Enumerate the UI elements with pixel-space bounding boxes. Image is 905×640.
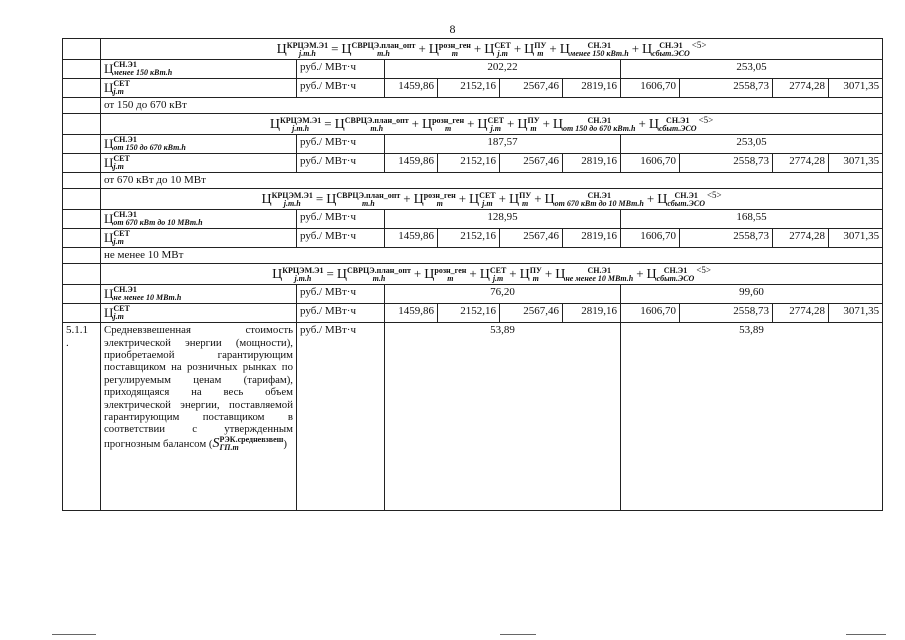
table-row [63,229,883,248]
infrastructure-symbol: Ц ПУ m [519,266,542,284]
set-value: 2152,16 [438,304,500,323]
set-value: 2819,16 [563,304,621,323]
weighted-cost-symbol: S РЭК.средневзвеш ГП.m [212,435,284,453]
row-number: 5.1.1 . [63,323,101,511]
set-value: 1459,86 [385,304,438,323]
range-row [63,248,883,264]
sn-symbol: Ц СН.Э1 от 670 кВт до 10 МВт.h [104,210,203,228]
formula-row [63,263,883,284]
sn-symbol: Ц СН.Э1 от 150 до 670 кВт.h [104,135,186,153]
footnote-ref: <5> [698,114,714,125]
set-value: 2152,16 [438,154,500,173]
footnote-ref: <5> [691,40,707,50]
set-value: 2819,16 [563,229,621,248]
weighted-cost-group2: 53,89 [621,323,883,511]
set-value: 1459,86 [385,229,438,248]
unit-label: руб./ МВт·ч [297,60,385,79]
set-value: 3071,35 [829,154,883,173]
footnote-ref: <5> [696,264,711,275]
sn-value-group1: 187,57 [385,135,621,154]
price-formula: Ц КРЦЭМ.Э1 j.m.h = Ц СВРЦЭ.план_опт m.h + Ц розн_ген m + Ц СЕТ j.m + Ц ПУ m + Ц СН.Э1 от 150 до 670 кВт.h + Ц СН.Э1 сбыт.ЭСО $^{<5>}$ [101,113,883,134]
sn-value-group1: 202,22 [385,60,621,79]
sn-value-group2: 253,05 [621,135,883,154]
retail-generation-symbol: Ц розн_ген m [413,191,456,209]
unit-label: руб./ МВт·ч [297,323,385,511]
set-value: 1606,70 [621,154,680,173]
eso-surcharge-symbol: Ц СН.Э1 сбыт.ЭСО [657,191,705,209]
price-formula: Ц КРЦЭМ.Э1 j.m.h = Ц СВРЦЭ.план_опт m.h + Ц розн_ген m + Ц СЕТ j.m + Ц ПУ m + Ц СН.Э1 не менее 10 МВт.h + Ц СН.Э1 сбыт.ЭСО $^{<5>}$ [101,263,883,284]
eso-surcharge-symbol: Ц СН.Э1 сбыт.ЭСО [642,41,690,59]
sn-symbol: Ц СН.Э1 менее 150 кВт.h [104,60,173,78]
set-value: 2567,46 [500,154,563,173]
set-symbol: Ц СЕТ j.m [104,154,130,172]
infrastructure-symbol: Ц ПУ m [524,41,547,59]
formula-row [63,39,883,60]
set-value: 3071,35 [829,304,883,323]
sales-surcharge-symbol: Ц СН.Э1 менее 150 кВт.h [559,41,629,59]
sn-symbol: Ц СН.Э1 не менее 10 МВт.h [104,285,182,303]
unit-label: руб./ МВт·ч [297,210,385,229]
sn-value-group2: 99,60 [621,285,883,304]
set-value: 1606,70 [621,304,680,323]
unit-label: руб./ МВт·ч [297,135,385,154]
infrastructure-symbol: Ц ПУ m [517,116,540,134]
sales-surcharge-symbol: Ц СН.Э1 не менее 10 МВт.h [555,266,634,284]
retail-generation-symbol: Ц розн_ген m [424,266,467,284]
set-value: 3071,35 [829,229,883,248]
table-row [63,304,883,323]
table-row [63,154,883,173]
set-value: 2152,16 [438,229,500,248]
network-tariff-symbol: Ц СЕТ j.m [477,116,504,134]
range-label: от 150 до 670 кВт [101,98,883,114]
sn-value-group1: 128,95 [385,210,621,229]
page-number: 8 [449,22,456,36]
infrastructure-symbol: Ц ПУ m [508,191,532,209]
set-symbol: Ц СЕТ j.m [104,229,130,247]
wholesale-price-symbol: Ц СВРЦЭ.план_опт m.h [326,191,401,209]
footer-rule-left [52,634,96,635]
lhs-symbol: Ц КРЦЭМ.Э1 j.m.h [269,116,322,134]
unit-label: руб./ МВт·ч [297,229,385,248]
network-tariff-symbol: Ц СЕТ j.m [469,191,496,209]
table-row [63,323,883,511]
unit-label: руб./ МВт·ч [297,154,385,173]
set-symbol: Ц СЕТ j.m [104,304,130,322]
set-symbol: Ц СЕТ j.m [104,79,130,97]
unit-label: руб./ МВт·ч [297,304,385,323]
set-value: 2774,28 [773,79,829,98]
wholesale-price-symbol: Ц СВРЦЭ.план_опт m.h [336,266,411,284]
range-label: не менее 10 МВт [101,248,883,264]
footer-rule-middle [500,634,536,635]
retail-generation-symbol: Ц розн_ген m [421,116,465,134]
set-value: 2558,73 [680,229,773,248]
formula-row [63,188,883,209]
price-formula: Ц КРЦЭМ.Э1 j.m.h = Ц СВРЦЭ.план_опт m.h + Ц розн_ген m + Ц СЕТ j.m + Ц ПУ m + Ц СН.Э1 от 670 кВт до 10 МВт.h + Ц СН.Э1 сбыт.ЭСО $^{<5>}$ [101,188,883,209]
table-row [63,135,883,154]
set-value: 1459,86 [385,79,438,98]
set-value: 2558,73 [680,304,773,323]
footnote-ref: <5> [706,189,722,200]
sn-value-group2: 168,55 [621,210,883,229]
set-value: 2567,46 [500,79,563,98]
set-value: 2819,16 [563,154,621,173]
wholesale-price-symbol: Ц СВРЦЭ.план_опт m.h [341,41,416,59]
network-tariff-symbol: Ц СЕТ j.m [479,266,507,284]
table-row [63,79,883,98]
range-row [63,98,883,114]
table-row [63,285,883,304]
set-value: 2558,73 [680,79,773,98]
lhs-symbol: Ц КРЦЭМ.Э1 j.m.h [272,266,324,284]
sales-surcharge-symbol: Ц СН.Э1 от 150 до 670 кВт.h [552,116,636,134]
set-value: 1606,70 [621,79,680,98]
weighted-cost-group1: 53,89 [385,323,621,511]
range-label: от 670 кВт до 10 МВт [101,173,883,189]
eso-surcharge-symbol: Ц СН.Э1 сбыт.ЭСО [646,266,695,284]
lhs-symbol: Ц КРЦЭМ.Э1 j.m.h [276,41,329,59]
tariff-table [62,38,883,511]
set-value: 3071,35 [829,79,883,98]
unit-label: руб./ МВт·ч [297,79,385,98]
sales-surcharge-symbol: Ц СН.Э1 от 670 кВт до 10 МВт.h [544,191,644,209]
eso-surcharge-symbol: Ц СН.Э1 сбыт.ЭСО [648,116,697,134]
set-value: 1606,70 [621,229,680,248]
table-row [63,60,883,79]
set-value: 2774,28 [773,229,829,248]
row-description: Средневзвешенная стоимость электрической энергии (мощности), приобретаемой гарантирующим поставщиком на розничных рынках по регулируемым ценам (тарифам), приходящаяся на весь объем электрической энергии, поставляемой гарантирующим поставщиком в соответствии с утвержденным прогнозным балансом (S РЭК.средневзвеш ГП.m ) [101,323,297,511]
set-value: 2819,16 [563,79,621,98]
lhs-symbol: Ц КРЦЭМ.Э1 j.m.h [261,191,313,209]
footer-rule-right [846,634,886,635]
network-tariff-symbol: Ц СЕТ j.m [484,41,511,59]
sn-value-group2: 253,05 [621,60,883,79]
set-value: 2774,28 [773,304,829,323]
set-value: 2558,73 [680,154,773,173]
retail-generation-symbol: Ц розн_ген m [428,41,471,59]
set-value: 2567,46 [500,229,563,248]
wholesale-price-symbol: Ц СВРЦЭ.план_опт m.h [334,116,409,134]
sn-value-group1: 76,20 [385,285,621,304]
range-row [63,173,883,189]
set-value: 2152,16 [438,79,500,98]
set-value: 1459,86 [385,154,438,173]
unit-label: руб./ МВт·ч [297,285,385,304]
table-row [63,210,883,229]
formula-row [63,113,883,134]
price-formula: Ц КРЦЭМ.Э1 j.m.h = Ц СВРЦЭ.план_опт m.h + Ц розн_ген m + Ц СЕТ j.m + Ц ПУ m + Ц СН.Э1 менее 150 кВт.h + Ц СН.Э1 сбыт.ЭСО $^{<5>}$ [101,39,883,60]
set-value: 2567,46 [500,304,563,323]
set-value: 2774,28 [773,154,829,173]
